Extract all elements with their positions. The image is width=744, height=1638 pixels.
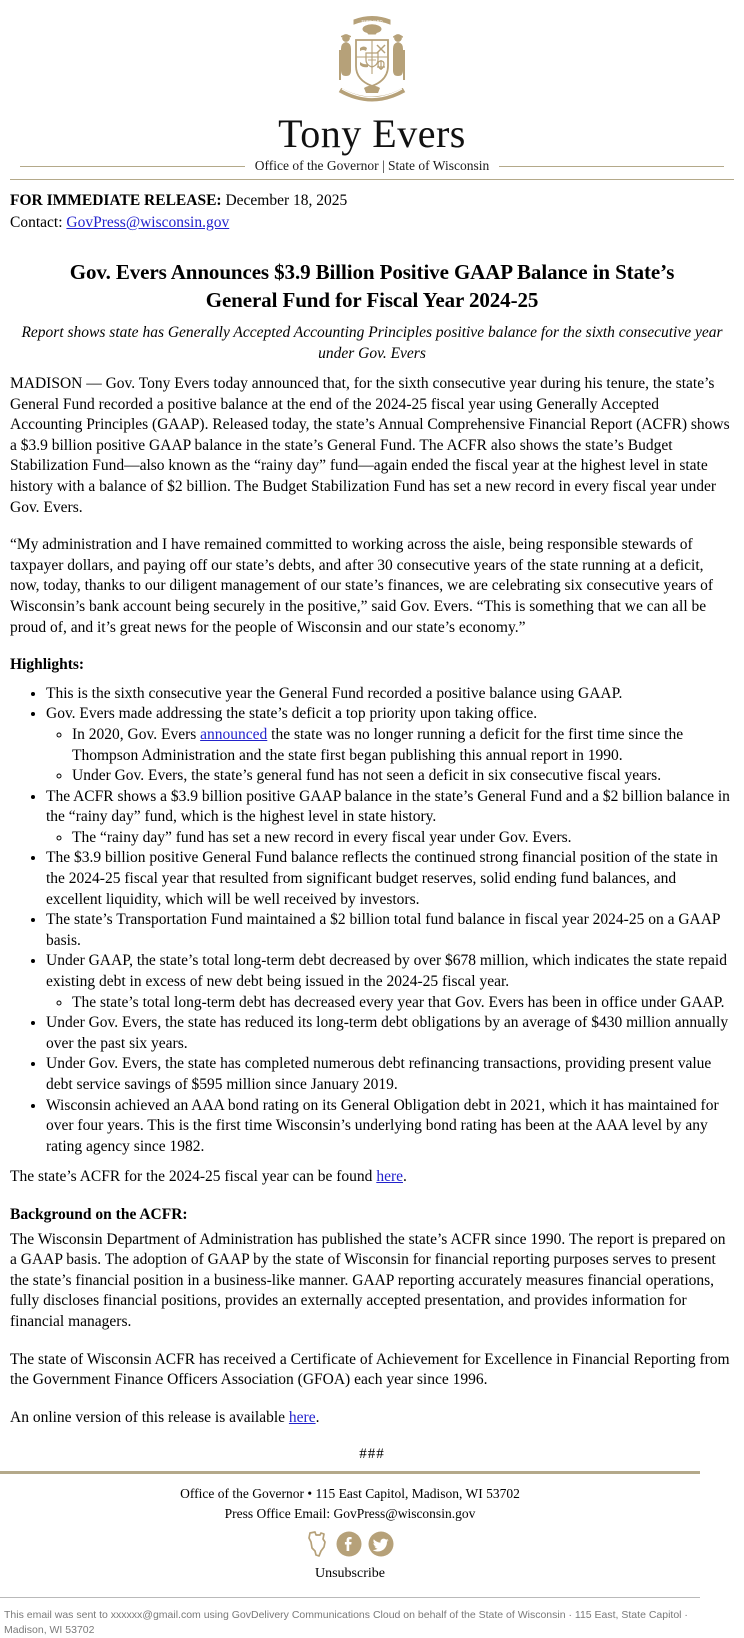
masthead-divider [10, 179, 734, 180]
sub-item-post: the state was no longer running a deficit for the first time since the Thompson Administration and the state first began publishing this annual report in 1990. [72, 725, 684, 764]
office-subtitle: Office of the Governor | State of Wisconsin [254, 158, 490, 173]
background-heading: Background on the ACFR: [10, 1205, 188, 1223]
list-item [46, 910, 734, 951]
footer-email: Press Office Email: GovPress@wisconsin.gov [224, 1506, 476, 1522]
release-date: December 18, 2025 [221, 192, 348, 209]
governor-name: Tony Evers [278, 111, 466, 156]
sub-list [46, 725, 734, 787]
facebook-icon-glyph [336, 1531, 362, 1557]
list-item [46, 1096, 734, 1158]
acfr-link-post: . [402, 1168, 407, 1186]
sub-item-pre: In 2020, Gov. Evers [72, 725, 201, 743]
sub-item-text: Under Gov. Evers, the state’s general fund has not seen a deficit in six consecutive fiscal years. [72, 767, 662, 785]
online-version-post: . [315, 1408, 320, 1426]
acfr-link-pre: The state’s ACFR for the 2024-25 fiscal year can be found [10, 1168, 377, 1186]
footer-divider [0, 1471, 700, 1474]
wisconsin-outline-icon[interactable] [306, 1530, 330, 1558]
contact-email-link[interactable]: GovPress@wisconsin.gov [66, 214, 230, 231]
office-rule-row [10, 158, 734, 174]
contact-label: Contact: [10, 214, 67, 231]
online-version-here-link[interactable]: here [288, 1408, 316, 1426]
twitter-icon[interactable] [368, 1531, 394, 1557]
list-item-text: The $3.9 billion positive General Fund balance reflects the continued strong financial position of the state in the 2024-25 fiscal year that resulted from significant budget reserves, solid ending fund balances, and excellent liquidity, which will be well received by investors. [46, 849, 718, 908]
wisconsin-outline-icon-glyph [306, 1530, 330, 1558]
highlights-list [10, 684, 734, 1158]
list-item [46, 684, 734, 705]
sub-list-item [72, 993, 734, 1014]
email-disclaimer: This email was sent to xxxxxx@gmail.com using GovDelivery Communications Cloud on behalf of the State of Wisconsin · 115 East, State Capitol · Madison, WI 53702 [4, 1609, 688, 1637]
rule-right [499, 166, 724, 167]
quote-paragraph: “My administration and I have remained committed to working across the aisle, being responsible stewards of taxpayer dollars, and paying off our state’s debts, and after 30 consecutive years of the state running at a deficit, now, today, thanks to our diligent management of our state’s finances, we are celebrating six consecutive years of Wisconsin’s bank account being securely in the positive,” said Gov. Evers. “This is something that we can all be proud of, and it’s great news for the people of Wisconsin and our state’s economy.” [10, 536, 714, 636]
sub-list [46, 828, 734, 849]
sub-item-text: The state’s total long-term debt has decreased every year that Gov. Evers has been in office under GAAP. [72, 993, 725, 1011]
list-item-text: Under Gov. Evers, the state has reduced its long-term debt obligations by an average of $430 million annually over the past six years. [46, 1014, 729, 1052]
list-item-text: Under GAAP, the state’s total long-term debt decreased by over $678 million, which indicates the state repaid existing debt in excess of new debt being issued in the 2024-25 fiscal year. [46, 952, 727, 991]
sub-item-text: The “rainy day” fund has set a new record in every fiscal year under Gov. Evers. [72, 828, 572, 846]
sub-list-item [72, 766, 734, 787]
acfr-here-link[interactable]: here [376, 1168, 403, 1186]
list-item [46, 1054, 734, 1095]
list-item-text: Gov. Evers made addressing the state’s deficit a top priority upon taking office. [46, 705, 538, 723]
acfr-link-paragraph [10, 1167, 734, 1188]
announced-link[interactable]: announced [200, 725, 268, 743]
background-paragraph-2: The state of Wisconsin ACFR has received a Certificate of Achievement for Excellence in Financial Reporting from the Government Finance Officers Association (GFOA) each year since 1996. [10, 1350, 730, 1389]
list-item [46, 951, 734, 1013]
sub-list-item [72, 725, 734, 766]
page-subtitle: Report shows state has Generally Accepted Accounting Principles positive balance for the sixth consecutive year under Gov. Evers [21, 324, 723, 362]
sub-list [46, 993, 734, 1014]
list-item [46, 787, 734, 849]
release-date-line [10, 190, 734, 212]
lede-paragraph: MADISON — Gov. Tony Evers today announced that, for the sixth consecutive year during his tenure, the state’s General Fund recorded a positive balance at the end of the 2024-25 fiscal year using Generally Accepted Accounting Principles (GAAP). Released today, the state’s Annual Comprehensive Financial Report (ACFR) shows a $3.9 billion positive GAAP balance in the state’s General Fund. The ACFR also shows the state’s Budget Stabilization Fund—also known as the “rainy day” fund—again ended the fiscal year at the highest level in state history with a balance of $2 billion. The Budget Stabilization Fund has set a new record in every fiscal year under Gov. Evers. [10, 375, 730, 516]
hash-separator: ### [359, 1446, 385, 1463]
social-links [0, 1530, 700, 1558]
list-item [46, 1013, 734, 1054]
contact-line [10, 212, 734, 234]
rule-left [20, 166, 245, 167]
background-paragraph-1: The Wisconsin Department of Administration has published the state’s ACFR since 1990. The report is prepared on a GAAP basis. The adoption of GAAP by the state of Wisconsin for financial reporting purposes serves to present the state’s financial position in a business-like manner. GAAP reporting accurately measures financial operations, fully discloses financial positions, provides an externally accepted presentation, and provides information for financial managers. [10, 1230, 726, 1330]
page-title: Gov. Evers Announces $3.9 Billion Positive GAAP Balance in State’s General Fund for Fiscal Year 2024-25 [69, 260, 675, 312]
facebook-icon[interactable] [336, 1531, 362, 1557]
online-version-pre: An online version of this release is available [10, 1408, 289, 1426]
release-label: FOR IMMEDIATE RELEASE: [10, 192, 222, 209]
list-item-text: This is the sixth consecutive year the General Fund recorded a positive balance using GAAP. [46, 684, 623, 702]
sub-list-item [72, 828, 734, 849]
twitter-icon-glyph [368, 1531, 394, 1557]
online-version-paragraph [10, 1408, 734, 1429]
list-item [46, 704, 734, 786]
list-item-text: The state’s Transportation Fund maintained a $2 billion total fund balance in fiscal year 2024-25 on a GAAP basis. [46, 911, 720, 949]
footer-address: Office of the Governor • 115 East Capitol, Madison, WI 53702 [180, 1486, 520, 1502]
masthead [10, 0, 734, 180]
wisconsin-state-seal [324, 10, 420, 110]
release-meta [10, 190, 734, 234]
list-item-text: Wisconsin achieved an AAA bond rating on its General Obligation debt in 2021, which it has maintained for over four years. This is the first time Wisconsin’s underlying bond rating has been at the AAA level by any rating agency since 1982. [46, 1096, 719, 1155]
svg-text:FORWARD: FORWARD [361, 19, 383, 24]
footer [0, 1484, 700, 1638]
unsubscribe-link[interactable]: Unsubscribe [315, 1566, 385, 1582]
highlights-heading: Highlights: [10, 656, 85, 674]
list-item [46, 848, 734, 910]
list-item-text: The ACFR shows a $3.9 billion positive GAAP balance in the state’s General Fund and a $2 billion balance in the “rainy day” fund, which is the highest level in state history. [46, 787, 730, 826]
list-item-text: Under Gov. Evers, the state has completed numerous debt refinancing transactions, providing present value debt service savings of $595 million since January 2019. [46, 1055, 712, 1093]
